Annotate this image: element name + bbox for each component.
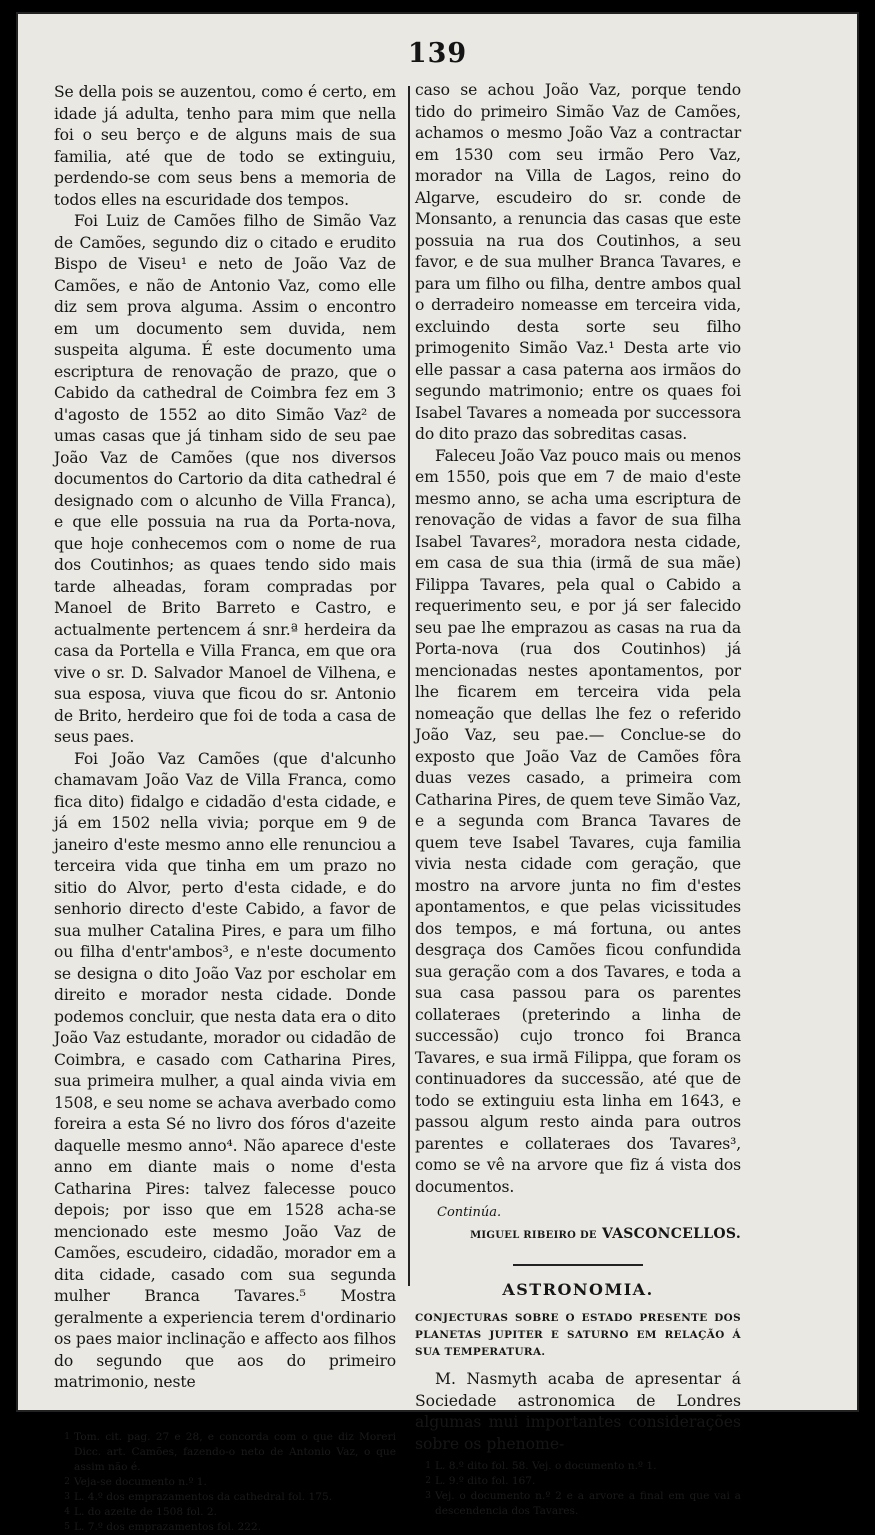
- author-signature: MIGUEL RIBEIRO DE VASCONCELLOS.: [470, 1226, 741, 1242]
- continues-note: Continúa.: [437, 1205, 502, 1220]
- paragraph: Foi Luiz de Camões filho de Simão Vaz de Camões, segundo diz o citado e erudito Bispo de Viseu¹ e neto de João Vaz de Camões, e não de Antonio Vaz, como elle diz sem prova alguma. Assim o encontro em um documento sem duvida, nem suspeita alguma. É este documento uma escriptura de renovação de prazo, que o Cabido da cathedral de Coimbra fez em 3 d'agosto de 1552 ao dito Simão Vaz² de umas casas que já tinham sido de seu pae João Vaz de Camões (que nos diversos documentos do Cartorio da dita cathedral é designado com o alcunho de Villa Franca), e que elle possuia na rua da Porta-nova, que hoje conhecemos com o nome de rua dos Coutinhos; as quaes tendo sido mais tarde alheadas, foram compradas por Manoel de Brito Barreto e Castro, e actualmente pertencem á snr.ª herdeira da casa da Portella e Villa Franca, em que ora vive o sr. D. Salvador Manoel de Vilhena, e sua esposa, viuva que ficou do sr. Antonio de Brito, herdeiro que foi de toda a casa de seus paes.: [54, 212, 396, 746]
- footnote: 4 L. do azeite de 1508 fol. 2.: [64, 1505, 218, 1518]
- right-column: [415, 80, 741, 1519]
- column-divider: [408, 86, 410, 1286]
- footnote: 3 Vej. o documento n.º 2 e a arvore a final em que vai a descendencia dos Tavares.: [425, 1490, 741, 1517]
- footnotes: [54, 1430, 396, 1535]
- footnote: 5 L. 7.º dos emprazamentos fol. 222.: [64, 1520, 262, 1533]
- footnote: 3 L. 4.º dos emprazamentos da cathedral fol. 175.: [64, 1490, 333, 1503]
- article-subtitle: CONJECTURAS SOBRE O ESTADO PRESENTE DOS PLANETAS JUPITER E SATURNO EM RELAÇÃO Á SUA TEMPERATURA.: [415, 1312, 741, 1358]
- section-divider: [513, 1264, 643, 1266]
- footnote: 1 Tom. cit. pag. 27 e 28, e concorda com o que diz Moreri Dicc. art. Camões, fazendo-o neto de Antonio Vaz, o que assim não é.: [64, 1430, 396, 1473]
- paragraph: Se della pois se auzentou, como é certo, em idade já adulta, tenho para mim que nella foi o seu berço e de alguns mais de sua familia, até que de todo se extinguiu, perdendo-se com seus bens a memoria de todos elles na escuridade dos tempos.: [54, 83, 396, 209]
- article-lead: M. Nasmyth acaba de apresentar á Sociedade astronomica de Londres algumas mui importantes considerações sobre os phenome-: [415, 1370, 741, 1453]
- paragraph: caso se achou João Vaz, porque tendo tido do primeiro Simão Vaz de Camões, achamos o mesmo João Vaz a contractar em 1530 com seu irmão Pero Vaz, morador na Villa de Lagos, reino do Algarve, escudeiro do sr. conde de Monsanto, a renuncia das casas que este possuia na rua dos Coutinhos, a seu favor, e de sua mulher Branca Tavares, e para um filho ou filha, dentre ambos qual o derradeiro nomeasse em terceira vida, excluindo desta sorte seu filho primogenito Simão Vaz.¹ Desta arte vio elle passar a casa paterna aos irmãos do segundo matrimonio; entre os quaes foi Isabel Tavares a nomeada por successora do dito prazo das sobreditas casas.: [415, 81, 741, 443]
- footnote: 2 L. 9.º dito fol. 167.: [425, 1475, 536, 1487]
- paragraph: Faleceu João Vaz pouco mais ou menos em 1550, pois que em 7 de maio d'este mesmo anno, se acha uma escriptura de renovação de vidas a favor de sua filha Isabel Tavares², moradora nesta cidade, em casa de sua thia (irmã de sua mãe) Filippa Tavares, pela qual o Cabido a requerimento seu, e por já ser falecido seu pae lhe emprazou as casas na rua da Porta-nova (rua dos Coutinhos) já mencionadas nestes apontamentos, por lhe ficarem em terceira vida pela nomeação que dellas lhe fez o referido João Vaz, seu pae.— Conclue-se do exposto que João Vaz de Camões fôra duas vezes casado, a primeira com Catharina Pires, de quem teve Simão Vaz, e a segunda com Branca Tavares de quem teve Isabel Tavares, cuja familia vivia nesta cidade com geração, que mostro na arvore junta no fim d'estes apontamentos, e que pelas vicissitudes dos tempos, e má fortuna, ou antes desgraça dos Camões ficou confundida sua geração com a dos Tavares, e toda a sua casa passou para os parentes collateraes (preterindo a linha de successão) cujo tronco foi Branca Tavares, e sua irmã Filippa, que foram os continuadores da successão, até que de todo se extinguiu esta linha em 1643, e passou algum resto ainda para outros parentes e collateraes dos Tavares³, como se vê na arvore que fiz á vista dos documentos.: [415, 446, 741, 1196]
- newspaper-page: [16, 12, 859, 1533]
- footnote: 1 L. 8.º dito fol. 58. Vej. o documento n.º 1.: [425, 1460, 657, 1472]
- section-title: ASTRONOMIA.: [502, 1280, 654, 1299]
- footnote: 2 Veja-se documento n.º 1.: [64, 1475, 207, 1488]
- left-column: [54, 82, 396, 1535]
- paragraph: Foi João Vaz Camões (que d'alcunho chamavam João Vaz de Villa Franca, como fica dito) fidalgo e cidadão d'esta cidade, e já em 1502 nella vivia; porque em 9 de janeiro d'este mesmo anno elle renunciou a terceira vida que tinha em um prazo no sitio do Alvor, perto d'esta cidade, e do senhorio directo d'este Cabido, a favor de sua mulher Catalina Pires, e para um filho ou filha d'entr'ambos³, e n'este documento se designa o dito João Vaz por escholar em direito e morador nesta cidade. Donde podemos concluir, que nesta data era o dito João Vaz estudante, morador ou cidadão de Coimbra, e casado com Catharina Pires, sua primeira mulher, a qual ainda vivia em 1508, e seu nome se achava averbado como foreira a esta Sé no livro dos fóros d'azeite daquelle mesmo anno⁴. Não aparece d'este anno em diante mais o nome d'esta Catharina Pires: talvez falecesse pouco depois; por isso que em 1528 acha-se mencionado este mesmo João Vaz de Camões, escudeiro, cidadão, morador em a dita cidade, casado com sua segunda mulher Branca Tavares.⁵ Mostra geralmente a experiencia terem d'ordinario os paes maior inclinação e affecto aos filhos do segundo que aos do primeiro matrimonio, neste: [54, 749, 396, 1391]
- footnotes: [415, 1459, 741, 1519]
- page-number: 139: [407, 38, 468, 69]
